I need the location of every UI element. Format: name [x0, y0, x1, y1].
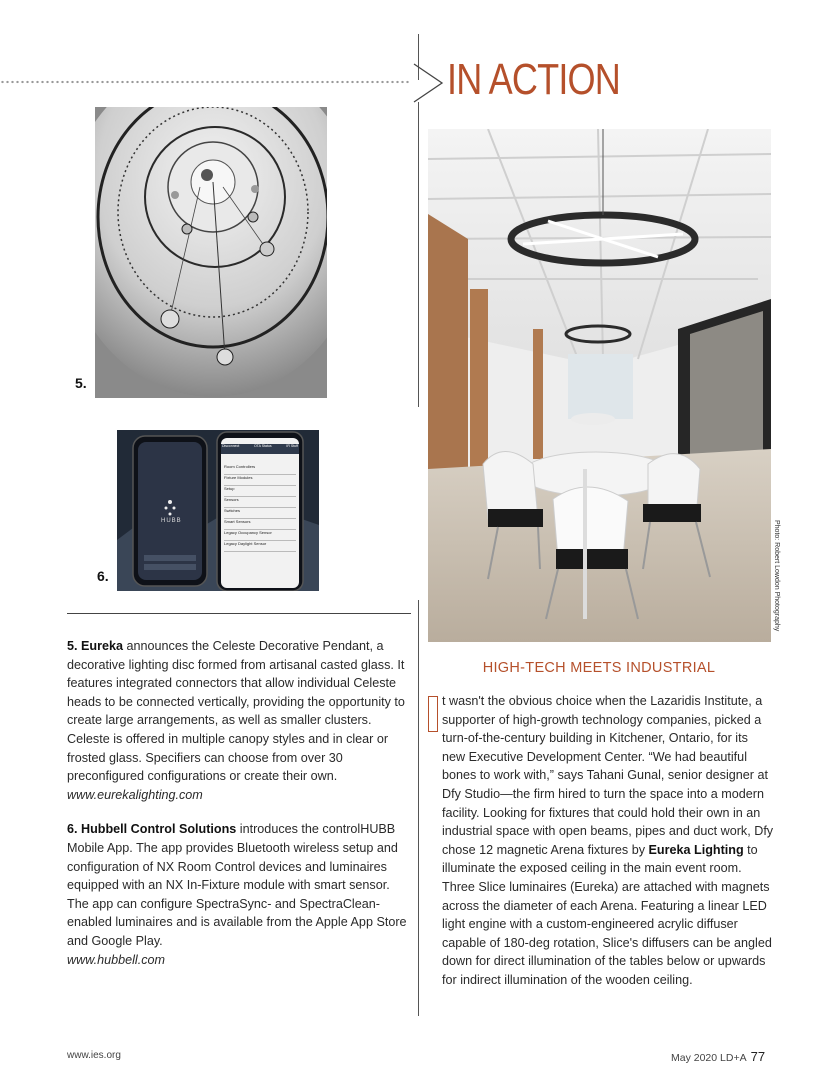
hubb-app-photo [117, 430, 319, 591]
app-menu-item: Setup [224, 486, 296, 497]
app-tab: IR Stuff [286, 444, 298, 448]
conference-room-photo [428, 129, 771, 642]
footer-issue [671, 1049, 765, 1064]
brand-name: Eureka Lighting [648, 842, 744, 857]
item-5-url[interactable]: www.eurekalighting.com [67, 787, 203, 802]
app-menu-item: Legacy Daylight Sensor [224, 541, 296, 552]
figure-5-number: 5. [75, 375, 87, 391]
article-body [428, 692, 774, 990]
hubb-brand: HUBB [161, 518, 182, 524]
section-title: IN ACTION [447, 55, 621, 104]
app-tab: Disconnect [222, 444, 240, 448]
app-menu-item: Legacy Occupancy Sensor [224, 530, 296, 541]
spiral-staircase-photo [95, 107, 327, 398]
app-menu [224, 464, 296, 552]
chevron-icon [412, 62, 446, 104]
issue-label: May 2020 LD+A [671, 1052, 747, 1064]
page-number: 77 [750, 1049, 766, 1064]
article-text-start: t wasn't the obvious choice when the Lazaridis Institute, a supporter of high-growth technology companies, picked a turn-of-the-century building in Kitchener, Ontario, for its new Executive Development Center. “We had beautiful bones to work with,” says Tahani Gunal, senior designer at Dfy Studio—the firm hired to turn the space into a modern facility. Looking for fixtures that could hold their own in an industrial space with open beams, pipes and duct work, Dfy chose 12 magnetic Arena fixtures by [442, 694, 774, 857]
app-tabs [222, 444, 298, 448]
column-divider-lower [418, 600, 419, 1016]
item-6-lead: 6. Hubbell Control Solutions [67, 822, 237, 837]
item-6-text: introduces the controlHUBB Mobile App. The app provides Bluetooth wireless setup and configuration of NX Room Control devices and luminaires equipped with an NX In-Fixture module with smart sensor. The app can configure SpectraSync- and SpectraClean-enabled luminaires and is available from the Apple App Store and Google Play. [67, 822, 407, 948]
article-text-end: to illuminate the exposed ceiling in the main event room. Three Slice luminaires (Eureka) are attached with magnets across the diameter of each Arena. Featuring a linear LED light engine with a custom-engineered acrylic diffuser capable of 180-deg rotation, Slice's diffusers can be angled down for direct illumination of the tables below or upwards for indirect illumination of the wooden ceiling. [442, 842, 772, 987]
figure-6-number: 6. [97, 568, 109, 584]
item-6 [67, 820, 411, 969]
app-menu-item: Fixture Modules [224, 475, 296, 486]
right-column [428, 692, 774, 990]
column-divider-upper [418, 102, 419, 407]
article-subhead: HIGH-TECH MEETS INDUSTRIAL [482, 660, 716, 676]
app-menu-item: Room Controllers [224, 464, 296, 475]
item-5-lead: 5. Eureka [67, 639, 124, 653]
app-menu-item: Smart Sensors [224, 519, 296, 530]
app-tab: OTA Status [254, 444, 272, 448]
item-6-url[interactable]: www.hubbell.com [67, 952, 165, 967]
app-menu-item: Switches [224, 508, 296, 519]
horizontal-rule [67, 613, 411, 614]
item-5-text: announces the Celeste Decorative Pendant, a decorative lighting disc formed from artisanal casted glass. It features integrated connectors that allow individual Celeste heads to be connected vertically, providing the opportunity to create large arrangements, as well as smaller clusters. Celeste is offered in multiple canopy styles and in clear or frosted glass. Specifiers can choose from over 30 preconfigured configurations or create their own. [67, 639, 405, 784]
dotted-rule [0, 80, 410, 84]
footer-website[interactable]: www.ies.org [67, 1050, 121, 1061]
app-menu-item: Sensors [224, 497, 296, 508]
photo-credit: Photo: Robert Lowdon Photography [773, 520, 780, 632]
item-5 [67, 637, 411, 804]
left-column [67, 637, 411, 985]
